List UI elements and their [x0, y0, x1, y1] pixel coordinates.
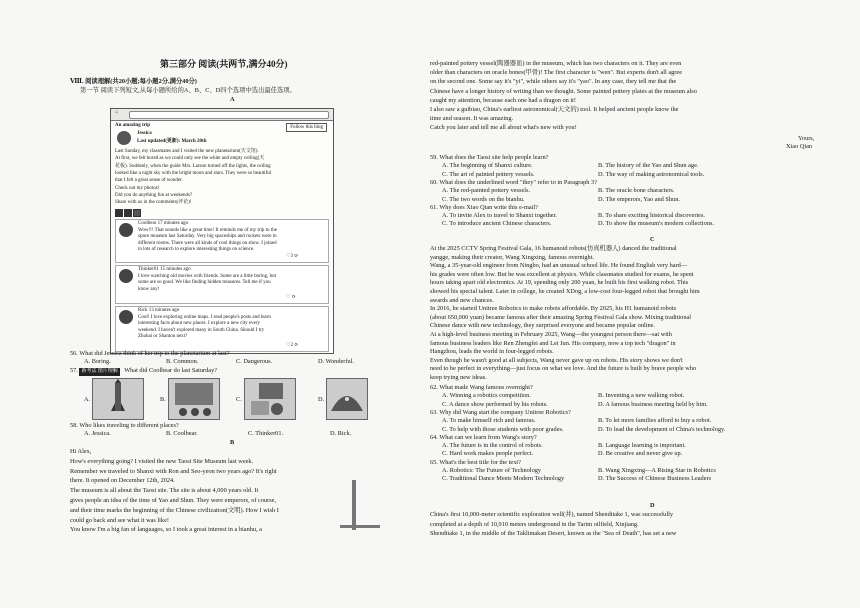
comment-card — [115, 219, 329, 263]
passage-c-label: C — [650, 236, 655, 243]
letter-signature: Xiao Qian — [786, 143, 813, 150]
comment-header: Coolbear 17 minutes ago — [138, 221, 189, 226]
comment-line: space museum last Saturday. Very big spaceships and rockets were in — [138, 234, 277, 240]
letter-line: older than characters on oracle bones(甲骨)! The first character is "wen". But experts don't all agree — [430, 69, 682, 77]
q57 — [70, 367, 217, 376]
q58-opt-d[interactable]: D. Rick. — [330, 430, 352, 437]
q58-opt-b[interactable]: B. Coolbear. — [166, 430, 198, 437]
question-stem: 59. What does the Taosi site help people learn? — [430, 154, 549, 161]
camera-icon[interactable] — [133, 209, 141, 217]
question-stem: 64. What can we learn from Wang's story? — [430, 433, 537, 441]
computer-map-icon — [245, 379, 295, 419]
passage-c-line: awards and new chances. — [430, 296, 494, 304]
passage-c-line: yangge, making their creator, Wang Xingxing, famous overnight. — [430, 253, 595, 261]
q57-number: 57. — [70, 367, 78, 374]
letter-line: time and season. It was amazing. — [430, 115, 514, 123]
follow-button[interactable]: Follow this blog — [286, 123, 327, 132]
movie-picture — [168, 378, 220, 420]
passage-a-label: A — [230, 96, 235, 103]
passage-d-line: China's first 10,000-meter scientific exploration well(井), named Shenditake 1, was successfully — [430, 511, 673, 518]
movie-screen-icon — [169, 379, 219, 419]
option-a[interactable]: A. Winning a robotics competition. — [442, 392, 531, 400]
part-title: Ⅷ. 阅读理解(共20小题;每小题2分,满分40分) — [70, 78, 197, 85]
blog-body-line: 花板). Suddenly, when the guide Mrs. Larson turned off the lights, the ceiling — [115, 163, 271, 169]
question-stem: 63. Why did Wang start the company Unitree Robotics? — [430, 408, 571, 416]
comment-line: interesting facts about new places. I explore a new city every — [138, 321, 261, 327]
comment-card — [115, 306, 329, 352]
letter-line: red-painted pottery vessel(陶器器皿) in the museum, which has two characters on it. They are even — [430, 60, 682, 67]
passage-c-line: hours taking apart old electronics. At 19, spending only 200 yuan, he built his first walking robot. This — [430, 279, 689, 287]
comment-line: in lots of research to explore interesting things on science. — [138, 247, 255, 253]
letter-line: The museum is all about the Taosi site. The site is about 4,000 years old. It — [70, 487, 259, 495]
passage-c-line: showed his special talent. Later in college, he created XDog, a low-cost four-legged robot that brought him — [430, 288, 700, 295]
q57-text: What did Coolbear do last Saturday? — [124, 367, 218, 374]
like-reply-icons[interactable]: ♡ ⟳ — [286, 295, 296, 300]
q57-opt-d[interactable]: D. — [318, 396, 325, 403]
passage-c-line: Chinese dance with new technology, they surprised everyone and became popular online. — [430, 322, 655, 330]
option-c[interactable]: C. To help with those students with poor grades. — [442, 425, 564, 433]
letter-closing: Yours, — [798, 135, 815, 142]
like-reply-icons[interactable]: ♡3 ⟳ — [286, 254, 299, 259]
option-b[interactable]: B. Inventing a new walking robot. — [598, 392, 685, 400]
map-picture — [244, 378, 296, 420]
option-b[interactable]: B. Language learning is important. — [598, 442, 686, 450]
letter-line: Hi Alex, — [70, 448, 92, 455]
letter-line: You know I'm a big fan of languages, so I took a great interest in a bianhu, a — [70, 526, 262, 534]
option-d[interactable]: D. To lead the development of China's technology. — [598, 425, 726, 433]
comment-header: Thinker01 15 minutes ago — [138, 267, 191, 272]
commenter-avatar — [119, 310, 133, 324]
question-stem: 61. Why does Xiao Qian write this e-mail? — [430, 203, 538, 211]
q57-opt-c[interactable]: C. — [236, 396, 242, 403]
passage-b-label: B — [230, 439, 235, 446]
q56: 56. What did Jessica think of her trip to the planetarium at last? — [70, 350, 230, 357]
option-a[interactable]: A. To make himself rich and famous. — [442, 417, 536, 425]
like-reply-icons[interactable]: ♡2 ⟳ — [286, 343, 299, 348]
option-a[interactable]: A. The beginning of Shanxi culture. — [442, 162, 533, 170]
comment-card — [115, 265, 329, 304]
passage-c-line: need to be perfect in everything—just focus on what we love. And the future is built by brave people who — [430, 365, 697, 373]
q57-opt-b[interactable]: B. — [160, 396, 166, 403]
blog-body-line: At first, we felt bored as we could only see the white and empty ceiling(天 — [115, 156, 265, 162]
q58-opt-c[interactable]: C. Thinker01. — [248, 430, 284, 437]
option-d[interactable]: D. To show the museum's modern collections. — [598, 220, 715, 228]
section-title: 第三部分 阅读(共两节,满分40分) — [160, 59, 288, 69]
option-c[interactable]: C. To introduce ancient Chinese characters. — [442, 220, 552, 228]
passage-c-line: In 2016, he started Unitree Robotics to make robots affordable. By 2025, his H1 humanoid robots — [430, 305, 677, 313]
comment-line: I love watching old movies with friends. Some are a little boring, but — [138, 274, 277, 279]
passage-c-line: Hangzhou, leads the world in four-legged robots. — [430, 348, 554, 356]
guibiao-base — [340, 525, 380, 528]
letter-line: and their time marks the beginning of the Chinese civilization(文明). How I wish I — [70, 506, 279, 514]
dome-icon — [327, 379, 367, 419]
letter-line: gives people an idea of the time of Yao and Shun. They were emperors, of course, — [70, 497, 277, 504]
avatar — [117, 131, 131, 145]
blog-body-line: Did you do anything fun at weekends? — [115, 192, 193, 198]
letter-line: there. It opened on December 12th, 2024. — [70, 477, 175, 485]
passage-d-line: completed at a depth of 10,910 meters underground in the Tarim oilfield, Xinjiang. — [430, 520, 639, 528]
option-b[interactable]: B. The oracle bone characters. — [598, 187, 675, 195]
option-b[interactable]: B. Wang Xingxing—A Rising Star in Robotics — [598, 467, 716, 474]
letter-line: Catch you later and tell me all about what's new with you! — [430, 124, 577, 132]
passage-c-line: Wang, a 35-year-old engineer from Ningbo, had an unusual school life. He found English very hard— — [430, 262, 688, 270]
option-b[interactable]: B. The history of the Yao and Shun age. — [598, 162, 699, 170]
comment-line: know any! — [138, 286, 160, 292]
blog-card — [110, 108, 334, 354]
letter-line: could go back and see what it was like! — [70, 516, 169, 524]
blog-title: An amazing trip — [115, 123, 150, 128]
letter-line: Remember we traveled to Shanxi with Ron and Seo-yeon two years ago? It's right — [70, 467, 277, 475]
letter-line: caught my attention, because each one had a dragon on it! — [430, 96, 576, 104]
comment-line: Cool! I love exploring online maps. I read people's posts and learn — [138, 315, 271, 320]
option-c[interactable]: C. A dance show performed by his robots. — [442, 400, 548, 408]
option-a[interactable]: A. To invite Alex to travel to Shanxi together. — [442, 212, 557, 220]
q56-opt-c[interactable]: C. Dangerous. — [236, 358, 273, 365]
passage-c-line: his grades were often low. But he was excellent at physics. While classmates studied for exams, he spent — [430, 270, 694, 278]
blog-body-line: looked like a night sky with the bright moon and stars. They were so beautiful — [115, 170, 272, 176]
q57-opt-a[interactable]: A. — [84, 396, 91, 403]
q56-opt-b[interactable]: B. Common. — [166, 358, 199, 365]
option-d[interactable]: D. The emperors, Yao and Shun. — [598, 195, 680, 203]
blog-body-line: Check out my photos! — [115, 185, 160, 191]
question-stem: 60. What does the underlined word "they" refer to in Paragraph 3? — [430, 178, 597, 186]
question-stem: 65. What's the best title for the text? — [430, 458, 521, 466]
passage-d-label: D — [650, 502, 655, 509]
option-a[interactable]: A. The red-painted pottery vessels. — [442, 187, 531, 195]
q58: 58. Who likes traveling to different places? — [70, 422, 179, 429]
browser-bar — [111, 109, 333, 121]
right-column — [430, 0, 860, 608]
passage-c-line: (about 650,000 yuan) became famous after their amazing Spring Festival Gala show. Mixing traditional — [430, 313, 692, 321]
option-c[interactable]: C. The art of painted pottery vessels. — [442, 170, 535, 178]
twitter-icon[interactable] — [124, 209, 132, 217]
letter-line: Chinese have a longer history of writing than we thought. Some painted pottery plates at the museum also — [430, 87, 697, 95]
rocket-icon — [93, 379, 143, 419]
facebook-icon[interactable] — [115, 209, 123, 217]
new-format-badge: 新考法 图片理解 — [79, 368, 119, 376]
passage-d-line: Shenditake 1, in the middle of the Taklimakan Desert, known as the "Sea of Death", has set a new — [430, 530, 677, 537]
letter-line: I also saw a guibiao, China's earliest astronomical(天文的) tool. It helped ancient people know the — [430, 106, 679, 113]
planetarium-picture — [326, 378, 368, 420]
comment-line: weekend. I haven't explored many in South China. Should I try — [138, 327, 265, 333]
comment-line: some are so good. We like finding hidden treasures. Tell me if you — [138, 280, 271, 286]
q58-opt-a[interactable]: A. Jessica. — [84, 430, 111, 437]
rocket-picture — [92, 378, 144, 420]
option-b[interactable]: B. To let more families afford to buy a robot. — [598, 417, 712, 425]
option-d[interactable]: D. The way of making astronomical tools. — [598, 170, 705, 178]
question-stem: 62. What made Wang famous overnight? — [430, 384, 533, 391]
letter-line: How's everything going? I visited the new Taosi Site Museum last week. — [70, 457, 254, 465]
q56-opt-a[interactable]: A. Boring. — [84, 358, 111, 365]
option-d[interactable]: D. A famous business meeting held by him. — [598, 400, 708, 408]
option-c[interactable]: C. Traditional Dance Meets Modern Technology — [442, 475, 565, 483]
letter-line: on the second one. Some say it's "yi", while others say it's "yao". In any case, they tell me that the — [430, 78, 677, 86]
commenter-avatar — [119, 269, 133, 283]
address-bar[interactable] — [129, 111, 329, 119]
guibiao-picture — [352, 480, 356, 530]
option-c[interactable]: C. Hard work makes people perfect. — [442, 450, 534, 458]
blog-updated: Last updated(更新): March 20th — [137, 139, 207, 144]
comment-header: Rick 13 minutes ago — [138, 308, 180, 313]
option-d[interactable]: D. The Success of Chinese Business Leaders — [598, 475, 712, 483]
home-icon[interactable]: ⌂ — [115, 110, 119, 115]
option-a[interactable]: A. Robotics: The Future of Technology — [442, 467, 542, 474]
blog-body-line: Share with us in the comments(评论)! — [115, 200, 192, 206]
blog-body-line: Last Sunday, my classmates and I visited the new planetarium(天文馆). — [115, 149, 259, 154]
comment-line: different rooms. There were all kinds of cool things on show. I joined — [138, 240, 277, 246]
option-d[interactable]: D. Be creative and never give up. — [598, 450, 683, 458]
comment-line: Wow!!! That sounds like a great time! It reminds me of my trip to the — [138, 228, 277, 233]
passage-c-line: keep trying new ideas. — [430, 374, 487, 381]
option-a[interactable]: A. The future is in the control of robots. — [442, 442, 543, 450]
blog-body-line: that I felt a great sense of wonder. — [115, 178, 183, 184]
passage-c-line: famous business leaders like Ren Zhengfei and Lei Jun. His company, now a top tech "dragon" in — [430, 339, 676, 347]
option-c[interactable]: C. The two words on the bianhu. — [442, 195, 525, 203]
passage-c-line: At a high-level business meeting in February 2025, Wang—the youngest person there—sat with — [430, 331, 672, 338]
passage-c-line: At the 2025 CCTV Spring Festival Gala, 16 humanoid robots(仿真机器人) danced the traditional — [430, 245, 677, 252]
q56-opt-d[interactable]: D. Wonderful. — [318, 358, 354, 365]
instruction: 第一节 阅读下列短文,从每小题所给的A、B、C、D四个选项中选出最佳选项。 — [80, 87, 296, 94]
commenter-avatar — [119, 223, 133, 237]
blog-author: Jessica — [137, 131, 152, 136]
passage-c-line: Even though he wasn't good at all subjects, Wang never gave up on robots. His story shows we don't — [430, 356, 683, 364]
comment-line: Zhuhai or Shantou next? — [138, 334, 188, 340]
option-b[interactable]: B. To share exciting historical discoveries. — [598, 212, 705, 220]
